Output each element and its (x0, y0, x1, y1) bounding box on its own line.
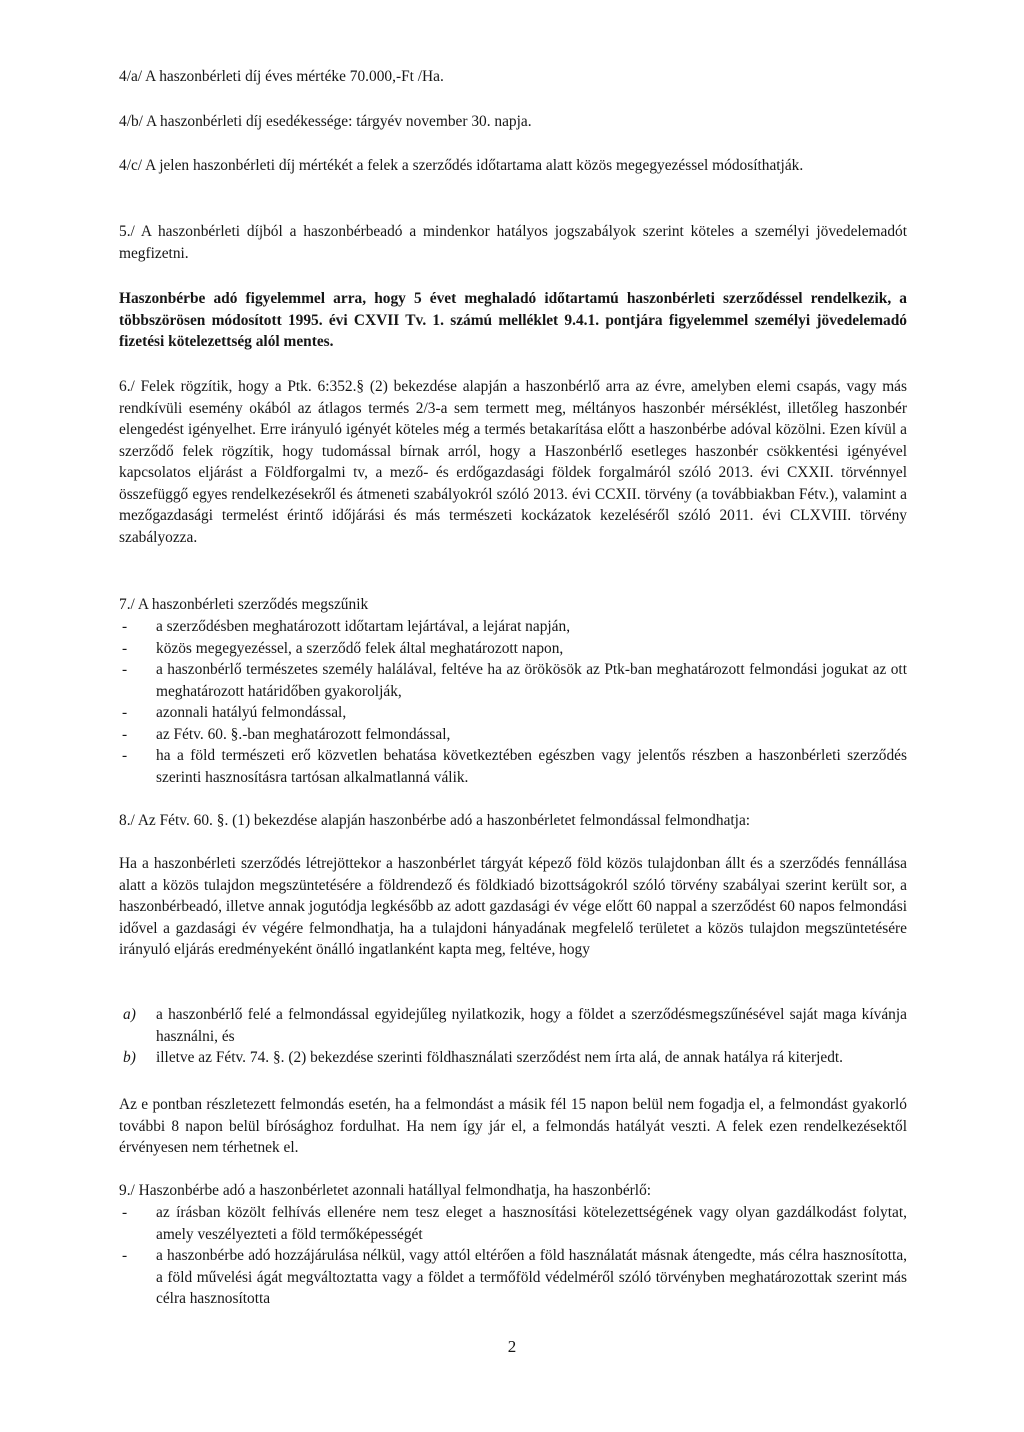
paragraph-4a: 4/a/ A haszonbérleti díj éves mértéke 70.000,-Ft /Ha. (119, 68, 444, 85)
list-item: - közös megegyezéssel, a szerződő felek által meghatározott napon, (122, 639, 564, 657)
list-item: - azonnali hatályú felmondással, (122, 704, 347, 721)
condition-list (119, 1004, 907, 1069)
paragraph-9-intro: 9./ Haszonbérbe adó a haszonbérletet azonnali hatállyal felmondhatja, ha haszonbérlő: (119, 1182, 652, 1199)
paragraph-5: 5./ A haszonbérleti díjból a haszonbérbeadó a mindenkor hatályos jogszabályok szerint köteles a személyi jövedelemadót megfizetni. (119, 223, 907, 262)
page-number: 2 (507, 1337, 517, 1356)
list-item: - ha a föld természeti erő közvetlen behatása következtében egészben vagy jelentős részben a haszonbérleti szerződés szerinti hasznosításra tartósan alkalmatlanná válik. (122, 747, 907, 786)
paragraph-4c: 4/c/ A jelen haszonbérleti díj mértékét a felek a szerződés időtartama alatt közös megegyezéssel módosíthatják. (119, 157, 804, 174)
list-item: - a haszonbérlő természetes személy halálával, feltéve ha az örökösök az Ptk-ban meghatározott felmondási jogukat az ott meghatározott határidőben gyakorolják, (122, 661, 907, 700)
list-item: - a szerződésben meghatározott időtartam lejártával, a lejárat napján, (122, 618, 571, 635)
list-item: - a haszonbérbe adó hozzájárulása nélkül, vagy attól eltérően a föld használatát másnak átengedte, más célra hasznosította, a föld művelési ágát megváltoztatta vagy a földet a termőföld védelméről szóló törvényben meghatározottak szerint más célra hasznosította (122, 1247, 907, 1307)
paragraph-7-intro: 7./ A haszonbérleti szerződés megszűnik (119, 596, 369, 613)
list-item: - az Fétv. 60. §.-ban meghatározott felmondással, (122, 725, 451, 743)
paragraph-tax-exemption: Haszonbérbe adó figyelemmel arra, hogy 5 évet meghaladó időtartamú haszonbérleti szerződéssel rendelkezik, a többszörösen módosított 1995. évi CXVII Tv. 1. számú melléklet 9.4.1. pontjára figyelemmel személyi jövedelemadó fizetési kötelezettség alól mentes. (119, 290, 907, 350)
paragraph-6: 6./ Felek rögzítik, hogy a Ptk. 6:352.§ (2) bekezdése alapján a haszonbérlő arra az évre, amelyben elemi csapás, vagy más rendkívüli esemény okából az átlagos termés 2/3-a sem termett meg, méltányos haszonbér mérséklést, illetőleg haszonbér elengedést igényelhet. Erre irányuló igényét köteles még a termés betakarítása előtt a haszonbérbe adóval közölni. Ezen kívül a szerződő felek rögzítik, hogy tudomással bírnak arról, hogy a Haszonbérlő esetleges haszonbér csökkentési igényével kapcsolatos eljárást a Földforgalmi tv, a mező- és erdőgazdasági földek forgalmáról szóló 2013. évi CXXII. törvénnyel összefüggő egyes rendelkezésekről és átmeneti szabályokról szóló 2013. évi CCXII. törvény (a továbbiakban Fétv.), valamint a mezőgazdasági termelést érintő időjárási és más természeti kockázatok kezeléséről szóló 2011. évi CLXVIII. törvény szabályozza. (119, 378, 907, 546)
list-item: - az írásban közölt felhívás ellenére nem tesz eleget a hasznosítási kötelezettségének vagy olyan gazdálkodást folytat, amely veszélyezteti a föld termőképességét (122, 1204, 907, 1243)
paragraph-8: 8./ Az Fétv. 60. §. (1) bekezdése alapján haszonbérbe adó a haszonbérletet felmondással felmondhatja: (119, 812, 751, 829)
immediate-termination-list (119, 1202, 907, 1310)
paragraph-8-end: Az e pontban részletezett felmondás esetén, ha a felmondást a másik fél 15 napon belül nem fogadja el, a felmondást gyakorló további 8 napon belül bírósághoz fordulhat. Ha nem így jár el, a felmondás hatályát veszti. A felek ezen rendelkezésektől érvényesen nem térhetnek el. (119, 1096, 907, 1156)
list-item: b) illetve az Fétv. 74. §. (2) bekezdése szerinti földhasználati szerződést nem írta alá, de annak hatálya rá kiterjedt. (123, 1049, 844, 1066)
termination-list (119, 616, 907, 788)
paragraph-4b: 4/b/ A haszonbérleti díj esedékessége: tárgyév november 30. napja. (119, 113, 532, 130)
paragraph-8-body: Ha a haszonbérleti szerződés létrejöttekor a haszonbérlet tárgyát képező föld közös tulajdonban állt és a szerződés fennállása alatt a közös tulajdon megszüntetésére a földrendező és földkiadó bizottságokról szóló törvény szabályai szerint került sor, a haszonbérbeadó, illetve annak jogutódja legkésőbb az adott gazdasági év vége előtt 60 nappal a szerződést 60 napos felmondási idővel a gazdasági év végére felmondhatja, ha a tulajdoni hányadának megfelelő területet a közös tulajdon megszüntetésére irányuló eljárás eredményeként önálló ingatlanként kapta meg, feltéve, hogy (119, 855, 907, 958)
list-item: a) a haszonbérlő felé a felmondással egyidejűleg nyilatkozik, hogy a földet a szerződésmegszűnésével saját maga kívánja használni, és (123, 1006, 907, 1045)
